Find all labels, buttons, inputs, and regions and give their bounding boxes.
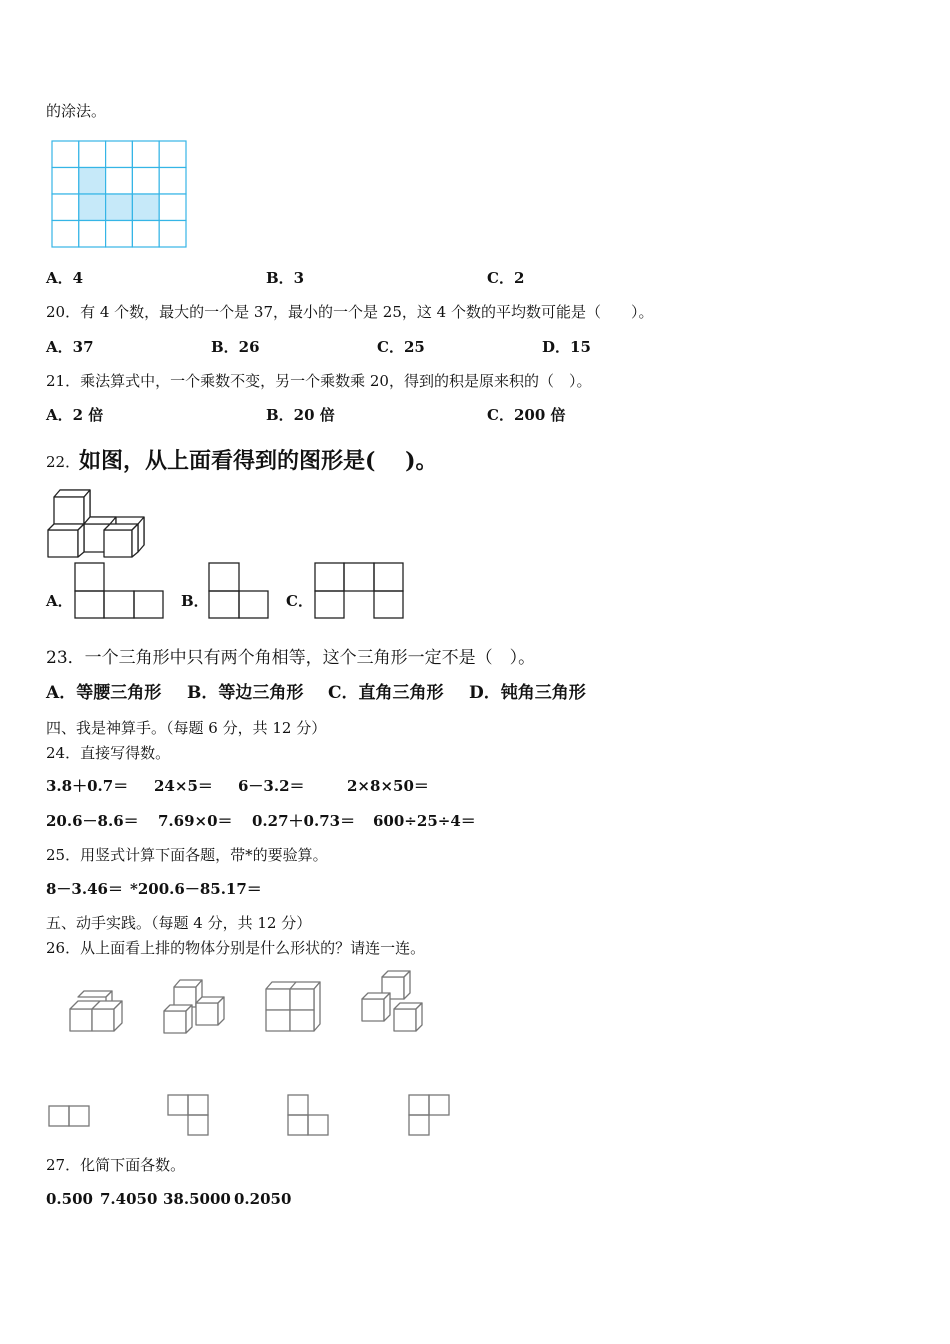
q26-question: 26．从上面看上排的物体分别是什么形状的？请连一连。 xyxy=(46,939,426,957)
section-5-heading: 五、动手实践。（每题 4 分，共 12 分） xyxy=(46,914,312,932)
q23-option-a[interactable]: A．等腰三角形 xyxy=(46,683,162,703)
q26-view-3[interactable] xyxy=(287,1094,329,1136)
q24-r1-item4: 2×8×50＝ xyxy=(347,777,429,795)
q21-option-a[interactable]: A．2 倍 xyxy=(46,406,104,424)
q25-question: 25．用竖式计算下面各题，带*的要验算。 xyxy=(46,846,328,864)
q24-r1-item2: 24×5＝ xyxy=(154,777,213,795)
q22-option-c-label[interactable]: C． xyxy=(286,592,313,610)
grid-cell xyxy=(79,141,106,168)
grid-cell xyxy=(79,221,106,248)
q23-option-d[interactable]: D．钝角三角形 xyxy=(469,683,586,703)
q19-shading-grid xyxy=(51,140,187,248)
q26-object-4 xyxy=(358,969,424,1033)
q22-cube-figure xyxy=(46,490,146,558)
q23-question: 23．一个三角形中只有两个角相等，这个三角形一定不是（ ）。 xyxy=(46,648,536,668)
q27-value-3: 38.5000 xyxy=(163,1190,231,1208)
q25-item2: *200.6－85.17＝ xyxy=(130,880,262,898)
grid-cell xyxy=(106,221,133,248)
q26-view-1[interactable] xyxy=(48,1105,90,1127)
q19-tail-text: 的涂法。 xyxy=(46,102,107,120)
q22-option-b-shape[interactable] xyxy=(208,562,270,619)
q21-option-c[interactable]: C．200 倍 xyxy=(487,406,566,424)
q24-r1-item3: 6－3.2＝ xyxy=(238,777,305,795)
q21-option-b[interactable]: B．20 倍 xyxy=(266,406,335,424)
q20-option-b[interactable]: B．26 xyxy=(211,338,260,356)
q27-value-2: 7.4050 xyxy=(100,1190,158,1208)
grid-cell xyxy=(132,141,159,168)
q26-object-3 xyxy=(264,979,322,1033)
q24-r1-item1: 3.8＋0.7＝ xyxy=(46,777,129,795)
q24-question: 24．直接写得数。 xyxy=(46,744,171,762)
grid-cell-shaded xyxy=(79,168,106,195)
q20-option-c[interactable]: C．25 xyxy=(377,338,425,356)
grid-cell xyxy=(52,221,79,248)
q23-option-c[interactable]: C．直角三角形 xyxy=(328,683,444,703)
q24-r2-item3: 0.27＋0.73＝ xyxy=(252,812,356,830)
grid-cell xyxy=(106,168,133,195)
q22-option-b-label[interactable]: B． xyxy=(181,592,209,610)
q23-option-b[interactable]: B．等边三角形 xyxy=(187,683,304,703)
grid-cell xyxy=(52,194,79,221)
grid-cell xyxy=(132,221,159,248)
q26-object-2 xyxy=(162,977,224,1035)
q22-number: 22． xyxy=(46,453,81,471)
q19-option-c[interactable]: C．2 xyxy=(487,269,525,287)
q24-r2-item4: 600÷25÷4＝ xyxy=(373,812,476,830)
grid-cell xyxy=(159,168,186,195)
q26-object-1 xyxy=(68,989,124,1033)
grid-cell xyxy=(132,168,159,195)
q27-value-1: 0.500 xyxy=(46,1190,93,1208)
q22-option-a-label[interactable]: A． xyxy=(46,592,73,610)
q24-r2-item1: 20.6－8.6＝ xyxy=(46,812,139,830)
q22-question: 如图，从上面看得到的图形是( )。 xyxy=(79,448,438,474)
q19-option-b[interactable]: B．3 xyxy=(266,269,305,287)
grid-cell xyxy=(52,141,79,168)
q26-view-2[interactable] xyxy=(167,1094,209,1136)
section-4-heading: 四、我是神算手。（每题 6 分，共 12 分） xyxy=(46,719,327,737)
q25-item1: 8－3.46＝ xyxy=(46,880,123,898)
grid-cell xyxy=(106,141,133,168)
q20-question: 20．有 4 个数，最大的一个是 37，最小的一个是 25，这 4 个数的平均数可能是（ ）。 xyxy=(46,303,654,321)
q27-value-4: 0.2050 xyxy=(234,1190,292,1208)
grid-cell-shaded xyxy=(132,194,159,221)
q19-option-a[interactable]: A．4 xyxy=(46,269,84,287)
grid-cell-shaded xyxy=(79,194,106,221)
grid-cell xyxy=(52,168,79,195)
grid-cell xyxy=(159,221,186,248)
q20-option-a[interactable]: A．37 xyxy=(46,338,94,356)
q21-question: 21．乘法算式中，一个乘数不变，另一个乘数乘 20，得到的积是原来积的（ ）。 xyxy=(46,372,592,390)
q22-option-a-shape[interactable] xyxy=(74,562,165,619)
q22-option-c-shape[interactable] xyxy=(314,562,405,619)
q20-option-d[interactable]: D．15 xyxy=(542,338,591,356)
grid-cell xyxy=(159,141,186,168)
grid-cell xyxy=(159,194,186,221)
q24-r2-item2: 7.69×0＝ xyxy=(158,812,233,830)
grid-cell-shaded xyxy=(106,194,133,221)
q27-question: 27．化简下面各数。 xyxy=(46,1156,186,1174)
q26-view-4[interactable] xyxy=(408,1094,450,1136)
